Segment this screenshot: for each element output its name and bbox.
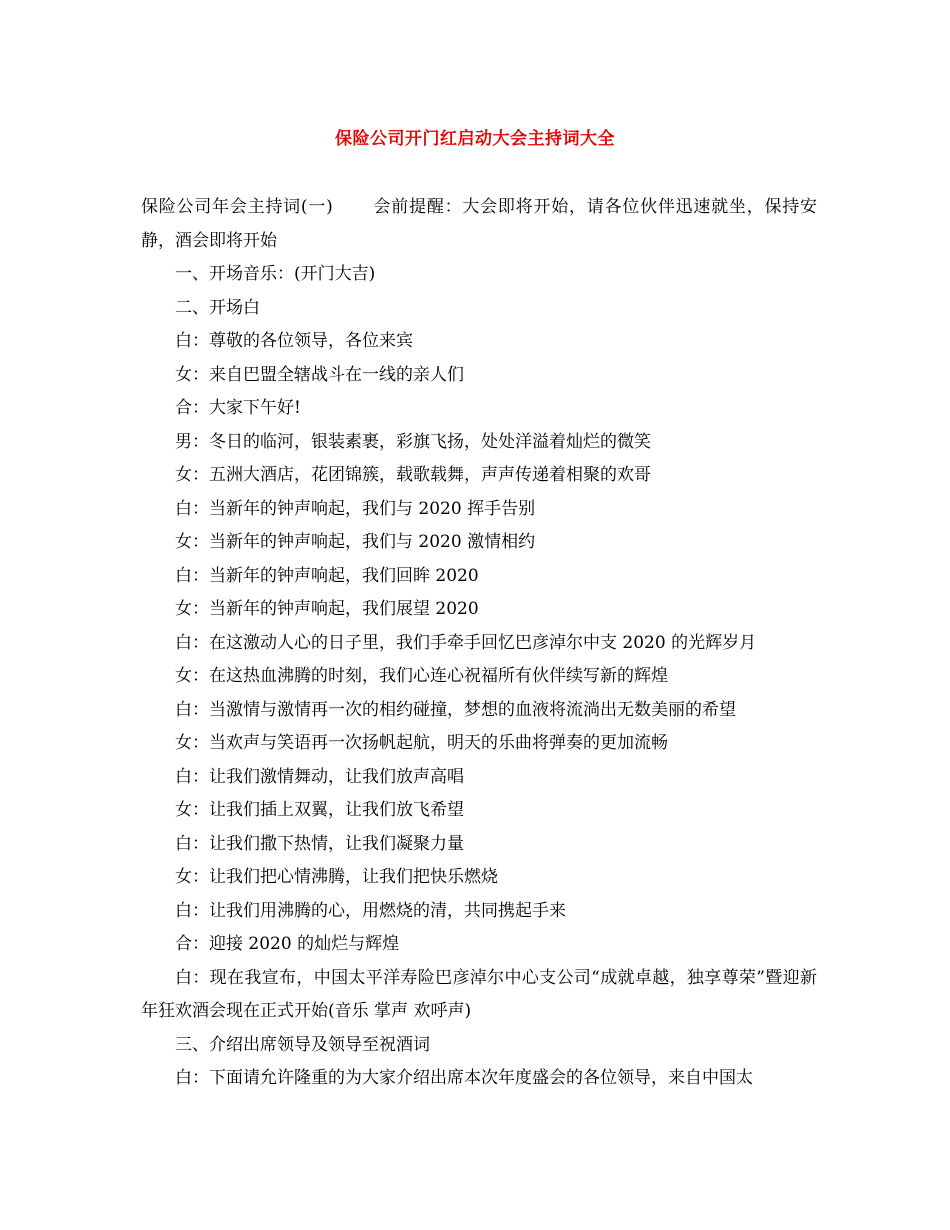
script-line: 合：迎接 2020 的灿烂与辉煌: [175, 934, 400, 954]
intro-heading: 保险公司年会主持词(一): [141, 197, 333, 217]
intro-text: 会前提醒：大会即将开始，请各位伙伴迅速就坐，保持安静，酒会即将开始: [141, 197, 818, 251]
script-line: 白：当新年的钟声响起，我们与 2020 挥手告别: [175, 498, 536, 519]
script-line: 白：让我们撒下热情，让我们凝聚力量: [175, 833, 464, 854]
script-line: 女：让我们把心情沸腾，让我们把快乐燃烧: [175, 867, 498, 887]
intro-paragraph: [141, 191, 817, 258]
script-line: 白：尊敬的各位领导，各位来宾: [175, 331, 413, 351]
script-line: 白：当激情与激情再一次的相约碰撞，梦想的血液将流淌出无数美丽的希望: [175, 699, 736, 720]
script-line: 合：大家下午好!: [175, 398, 301, 418]
announce-paragraph: 白：现在我宣布，中国太平洋寿险巴彦淖尔中心支公司“成就卓越，独享尊荣”暨迎新年狂欢酒会现在正式开始(音乐 掌声 欢呼声): [141, 967, 817, 1021]
script-line: 女：在这热血沸腾的时刻，我们心连心祝福所有伙伴续写新的辉煌: [175, 666, 668, 686]
script-line: 白：让我们用沸腾的心，用燃烧的清，共同携起手来: [175, 900, 566, 921]
script-line: 女：让我们插上双翼，让我们放飞希望: [175, 800, 464, 820]
section-heading: 三、介绍出席领导及领导至祝酒词: [175, 1034, 430, 1055]
script-line: 女：来自巴盟全辖战斗在一线的亲人们: [175, 364, 464, 385]
script-line: 白：让我们激情舞动，让我们放声高唱: [175, 766, 464, 787]
script-line: 一、开场音乐：(开门大吉): [175, 264, 376, 284]
script-line: 白：当新年的钟声响起，我们回眸 2020: [175, 565, 479, 586]
script-line: 女：当新年的钟声响起，我们展望 2020: [175, 599, 479, 619]
script-line: 女：五洲大酒店，花团锦簇，载歌载舞，声声传递着相聚的欢哥: [175, 465, 651, 485]
script-line: 男：冬日的临河，银装素裹，彩旗飞扬，处处洋溢着灿烂的微笑: [175, 431, 651, 452]
document-title: 保险公司开门红启动大会主持词大全: [335, 129, 615, 149]
script-line: 女：当新年的钟声响起，我们与 2020 激情相约: [175, 532, 536, 552]
document-body: [141, 191, 817, 1096]
script-line: 二、开场白: [175, 297, 260, 318]
script-line-last: 白：下面请允许隆重的为大家介绍出席本次年度盛会的各位领导，来自中国太: [175, 1068, 753, 1088]
script-line: 白：在这激动人心的日子里，我们手牵手回忆巴彦淖尔中支 2020 的光辉岁月: [175, 632, 757, 653]
script-line: 女：当欢声与笑语再一次扬帆起航，明天的乐曲将弹奏的更加流畅: [175, 733, 668, 753]
